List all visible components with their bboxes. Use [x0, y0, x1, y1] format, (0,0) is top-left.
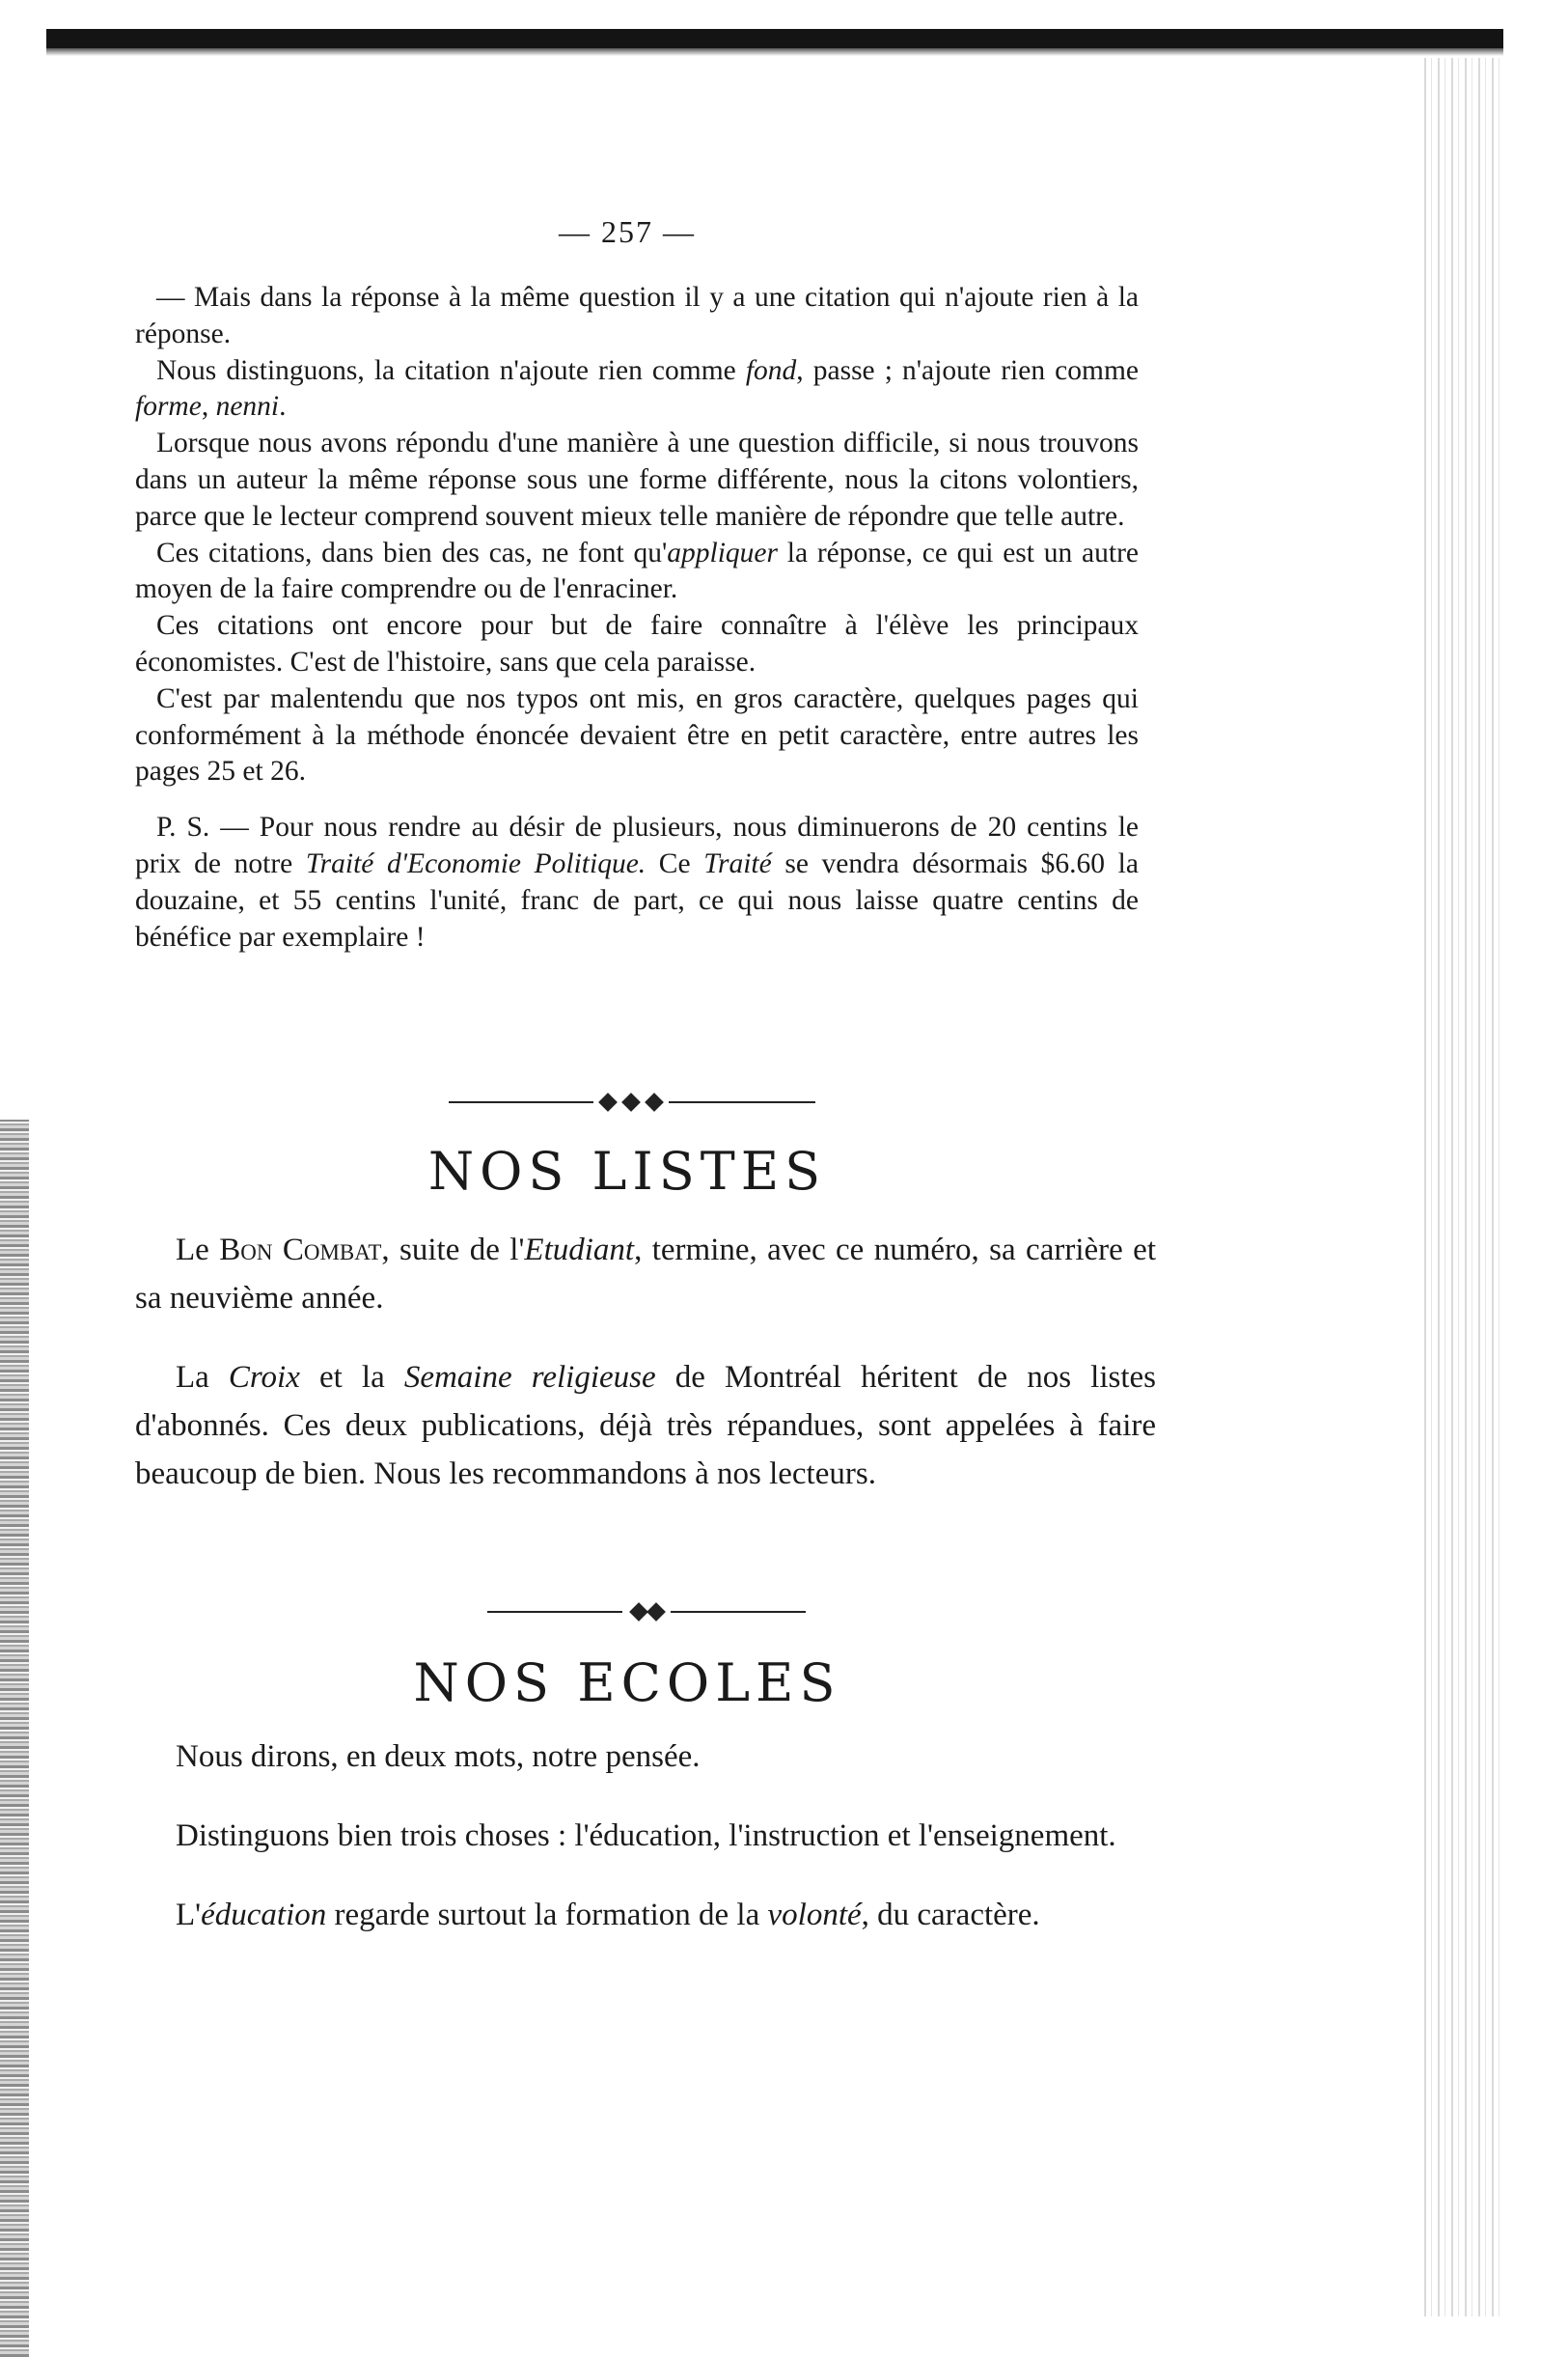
- section-divider-ornament: [449, 1093, 815, 1112]
- section-heading-listes: NOS LISTES: [427, 1141, 827, 1202]
- paragraph: Le Bon Combat, suite de l'Etudiant, termine, avec ce numéro, sa carrière et sa neuvième année.: [135, 1233, 1156, 1316]
- paragraph: C'est par malentendu que nos typos ont mis, en gros caractère, quelques pages qui conformément à la méthode énoncée devaient être en petit caractère, entre autres les pages 25 et 26.: [135, 682, 1139, 788]
- paragraph: La Croix et la Semaine religieuse de Montréal héritent de nos listes d'abonnés. Ces deux publications, déjà très répandues, sont appelées à faire beaucoup de bien. Nous les recommandons à nos lecteurs.: [135, 1360, 1156, 1491]
- page-right-edge: [1418, 58, 1505, 2316]
- postscript: P. S. — Pour nous rendre au désir de plusieurs, nous diminuerons de 20 centins le prix de notre Traité d'Economie Politique. Ce Traité se vendra désormais $6.60 la douzaine, et 55 centins l'unité, franc de part, ce qui nous laisse quatre centins de bénéfice par exemplaire !: [135, 812, 1139, 953]
- paragraph: — Mais dans la réponse à la même question il y a une citation qui n'ajoute rien à la réponse.: [135, 282, 1139, 349]
- top-text-block: [135, 280, 1139, 956]
- paragraph: Ces citations ont encore pour but de faire connaître à l'élève les principaux économistes. C'est de l'histoire, sans que cela paraisse.: [135, 610, 1139, 678]
- page-left-edge: [0, 1120, 29, 2357]
- page-number: — 257 —: [559, 214, 696, 249]
- paragraph: Nous distinguons, la citation n'ajoute rien comme fond, passe ; n'ajoute rien comme forme, nenni.: [135, 354, 1139, 423]
- paragraph: Lorsque nous avons répondu d'une manière à une question difficile, si nous trouvons dans un auteur la même réponse sous une forme différente, nous la citons volontiers, parce que le lecteur comprend souvent mieux telle manière de répondre que telle autre.: [135, 428, 1139, 532]
- section-divider-ornament: [487, 1602, 806, 1622]
- paragraph: Nous dirons, en deux mots, notre pensée.: [176, 1739, 701, 1774]
- paragraph: L'éducation regarde surtout la formation de la volonté, du caractère.: [176, 1898, 1040, 1932]
- listes-text-block: [135, 1226, 1156, 1498]
- page-top-shadow: [46, 48, 1503, 56]
- paragraph: Distinguons bien trois choses : l'éducation, l'instruction et l'enseignement.: [176, 1818, 1116, 1853]
- page-top-edge: [46, 29, 1503, 48]
- ecoles-text-block: [135, 1733, 1156, 1939]
- paragraph: Ces citations, dans bien des cas, ne font qu'appliquer la réponse, ce qui est un autre moyen de la faire comprendre ou de l'enraciner.: [135, 537, 1140, 605]
- section-heading-ecoles: NOS ECOLES: [413, 1652, 841, 1713]
